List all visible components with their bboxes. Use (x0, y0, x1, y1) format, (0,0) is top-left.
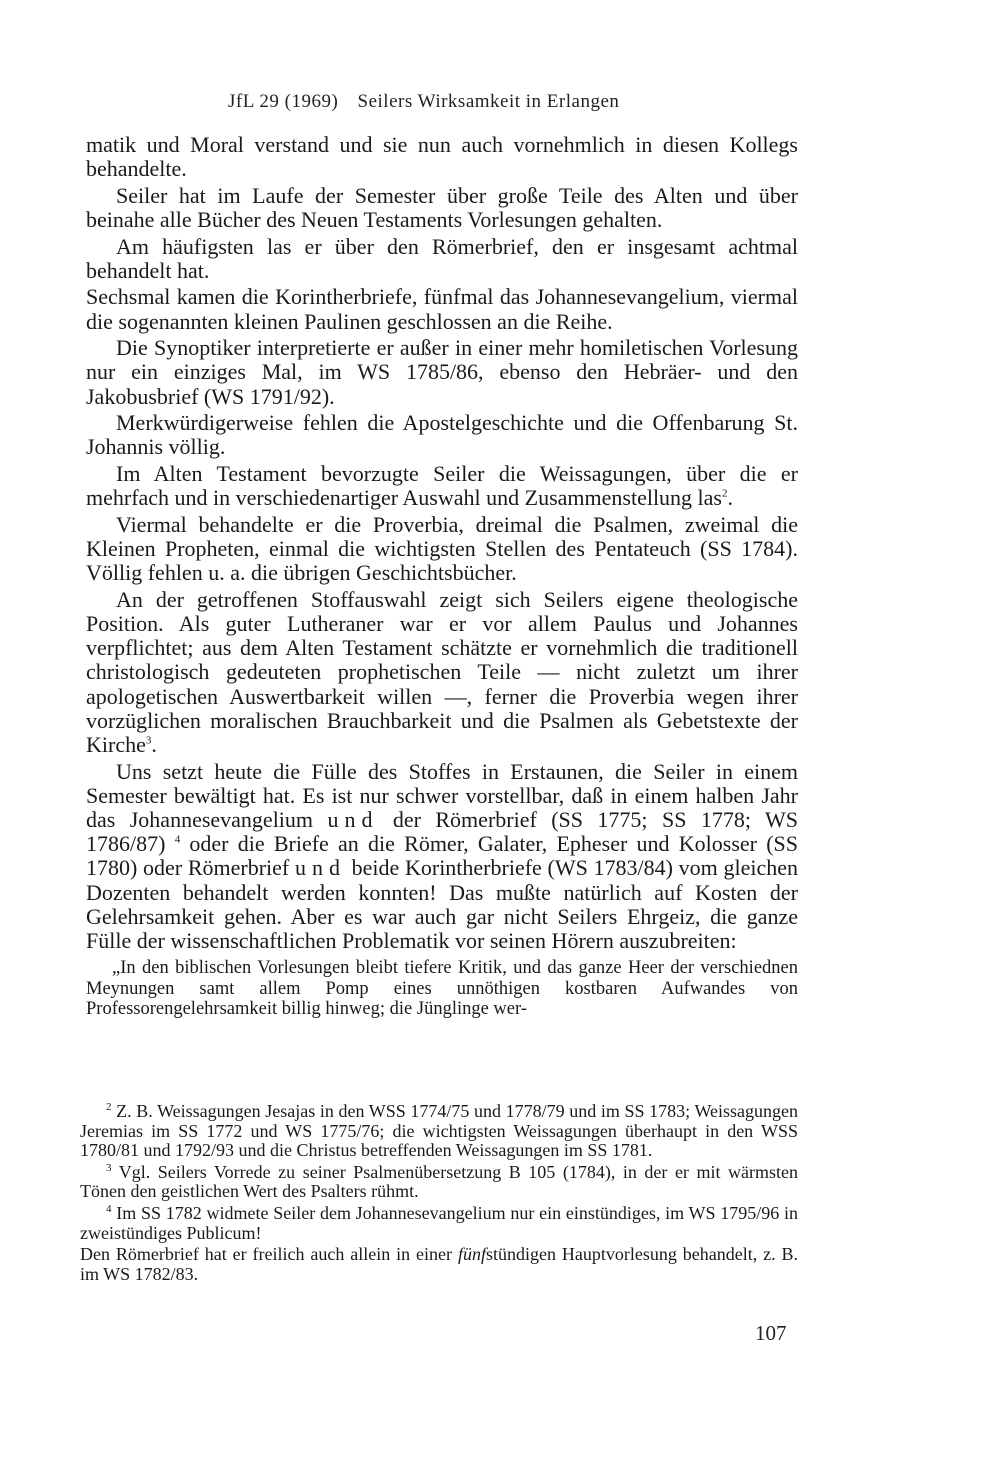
chapter-title: Seilers Wirksamkeit in Erlangen (357, 91, 620, 112)
footnote-text: Vgl. Seilers Vorrede zu seiner Psalmenübersetzung B 105 (1784), in der er mit wärmsten Tönen den geistlichen Wert des Psalters rühmt. (80, 1161, 799, 1202)
paragraph: Die Synoptiker interpretierte er außer in einer mehr homiletischen Vorlesung nur ein einziges Mal, im WS 1785/86, ebenso den Hebräer- und den Jakobusbrief (WS 1791/92). (86, 335, 798, 409)
spaced-emphasis: und (327, 807, 379, 832)
footnote-marker: 2 (722, 487, 728, 500)
paragraph: Seiler hat im Laufe der Semester über große Teile des Alten und über beinahe alle Bücher des Neuen Testaments Vorlesungen gehalten. (86, 182, 798, 232)
paragraph (86, 462, 798, 510)
paragraph-text: An der getroffenen Stoffauswahl zeigt sich Seilers eigene theologische Position. Als guter Lutheraner war er vor allem Paulus und Johannes verpflichtet; aus dem Alten Testament schätzte er vornehmlich die traditionell christologisch gedeuteten prophetischen Teile — nicht zuletzt um ihrer apologetischen Auswertbarkeit willen —, ferner die Proverbia wegen ihrer vorzüglichen moralischen Brauchbarkeit und die Psalmen als Gebetstexte der Kirche (86, 586, 798, 757)
paragraph: Viermal behandelte er die Proverbia, dreimal die Psalmen, zweimal die Kleinen Propheten, einmal die wichtigsten Stellen des Pentateuch (SS 1784). Völlig fehlen u. a. die übrigen Geschichtsbücher. (86, 511, 798, 586)
paragraph-text: oder die Briefe an die Römer, Galater, Epheser und Kolosser (SS 1780) oder Römerbrief (86, 831, 799, 881)
footnote-text: stündigen Hauptvorlesung behandelt, z. B. im WS 1782/83. (80, 1244, 798, 1284)
running-header (228, 91, 788, 113)
paragraph (86, 760, 798, 954)
paragraph: Am häufigsten las er über den Römerbrief, den er insgesamt achtmal behandelt hat. (86, 233, 798, 283)
paragraph-text: beide Korintherbriefe (WS 1783/84) vom gleichen Dozenten behandelt werden konnten! Das mußte natürlich auf Kosten der Gelehrsamkeit gehen. Aber es war auch gar nicht Seilers Ehrgeiz, die ganze Fülle der wissenschaftlichen Problematik vor seinen Hörern auszubreiten: (86, 855, 798, 954)
footnotes (80, 1102, 798, 1286)
punctuation: . (727, 485, 733, 511)
page-number: 107 (755, 1321, 787, 1345)
paragraph-text: Uns setzt heute die Fülle des Stoffes in Erstaunen, die Seiler in einem Semester bewältigt hat. Es ist nur schwer vorstellbar, daß in einem halben Jahr das Johannesevangelium (86, 758, 798, 832)
paragraph: Merkwürdigerweise fehlen die Apostelgeschichte und die Offenbarung St. Johannis völlig. (86, 410, 798, 460)
punctuation: . (151, 732, 157, 757)
italic-emphasis: fünf (457, 1244, 486, 1265)
footnote-number: 2 (106, 1101, 112, 1113)
footnote-text: Z. B. Weissagungen Jesajas in den WSS 1774/75 und 1778/79 und im SS 1783; Weissagungen Jeremias im SS 1772 und WS 1775/76; die wichtigsten Weissagungen überhaupt in den WSS 1780/81 und 1792/93 und die Christus betreffenden Weissagungen im SS 1781. (80, 1101, 799, 1161)
block-quote: „In den biblischen Vorlesungen bleibt tiefere Kritik, und das ganze Heer der verschiednen Meynungen samt allem Pomp eines unnöthigen kostbaren Aufwandes von Professorengelehrsamkeit billig hinweg; die Jünglinge wer- (86, 958, 798, 1020)
paragraph: Sechsmal kamen die Korintherbriefe, fünfmal das Johannesevangelium, viermal die sogenannten kleinen Paulinen geschlossen an die Reihe. (86, 284, 798, 334)
footnote (80, 1204, 798, 1243)
footnote-text: Den Römerbrief hat er freilich auch allein in einer (80, 1244, 453, 1265)
footnote (80, 1102, 798, 1161)
paragraph-text: Im Alten Testament bevorzugte Seiler die Weissagungen, über die er mehrfach und in verschiedenartiger Auswahl und Zusammenstellung las (86, 460, 798, 511)
footnote-text: Im SS 1782 widmete Seiler dem Johannesevangelium nur ein einstündiges, im WS 1795/96 in zweistündiges Publicum! (80, 1202, 798, 1243)
footnote-number: 4 (106, 1202, 112, 1215)
journal-reference: JfL 29 (1969) (228, 91, 339, 112)
main-text (86, 133, 798, 1022)
paragraph: matik und Moral verstand und sie nun auch vornehmlich in diesen Kollegs behandelte. (86, 132, 798, 182)
footnote (80, 1163, 798, 1202)
spaced-emphasis: und (294, 855, 346, 881)
footnote-marker: 4 (174, 833, 181, 846)
footnote-marker: 3 (145, 734, 152, 747)
paragraph-text: der Römerbrief (SS 1775; SS 1778; WS 1786/87) (86, 807, 798, 857)
footnote-number: 3 (106, 1161, 112, 1174)
footnote-continuation (80, 1245, 798, 1284)
paragraph (86, 588, 798, 757)
